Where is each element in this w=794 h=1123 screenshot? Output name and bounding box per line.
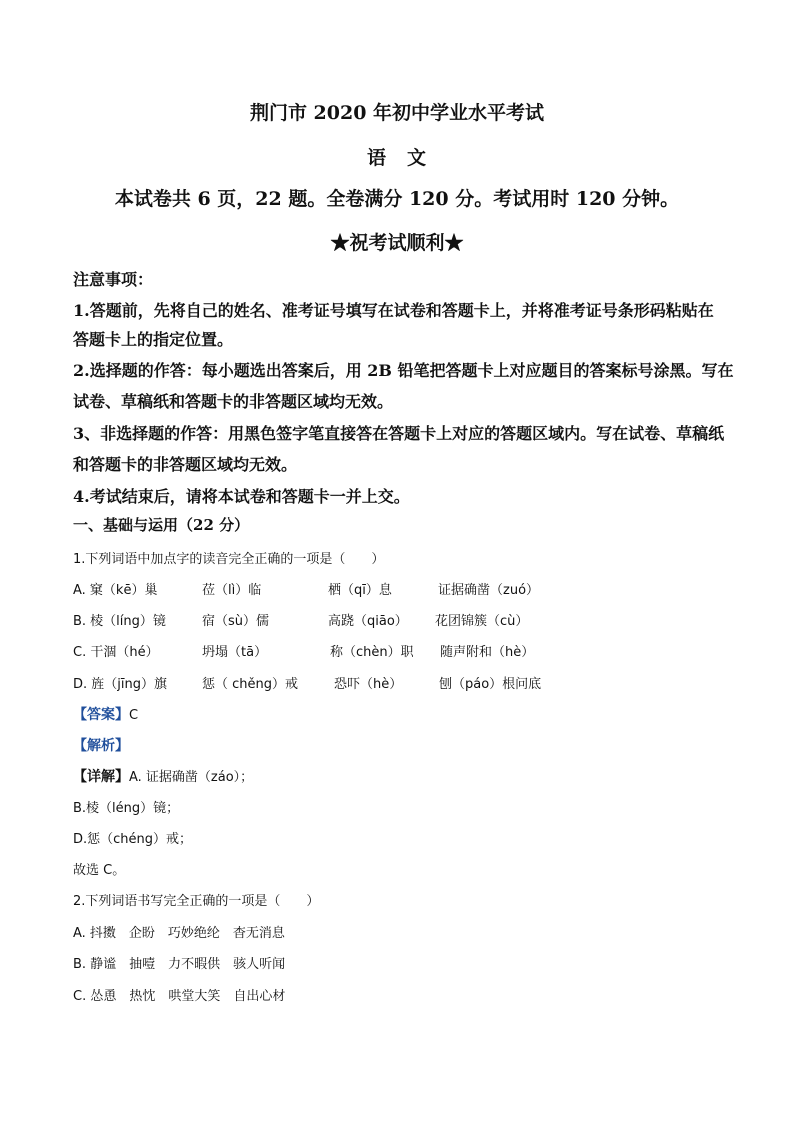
note-line: 4.考试结束后，请将本试卷和答题卡一并上交。 <box>73 487 410 506</box>
note-line: 试卷、草稿纸和答题卡的非答题区域均无效。 <box>73 392 394 411</box>
good-luck-line: ★祝考试顺利★ <box>330 232 464 254</box>
question-1-option-c <box>73 641 773 661</box>
option-word: 称（chèn）职 <box>330 645 414 660</box>
analysis-label: 【解析】 <box>73 738 129 754</box>
question-2-stem: 2.下列词语书写完全正确的一项是（ ） <box>73 894 320 909</box>
option-word: C. 干涸（hé） <box>73 645 159 660</box>
note-line: 2.选择题的作答：每小题选出答案后，用 2B 铅笔把答题卡上对应题目的答案标号涂黑。写在 <box>73 361 734 380</box>
exam-title: 荆门市 2020 年初中学业水平考试 <box>249 102 545 124</box>
option-word: 花团锦簇（cù） <box>435 614 529 629</box>
option-word: 随声附和（hè） <box>440 645 535 660</box>
question-2-option-c: C. 怂恿 热忱 哄堂大笑 自出心材 <box>73 989 286 1004</box>
question-1-stem: 1.下列词语中加点字的读音完全正确的一项是（ ） <box>73 552 385 567</box>
option-word: 栖（qī）息 <box>328 583 392 598</box>
detail-label: 【详解】 <box>73 769 129 785</box>
question-1-option-a <box>73 579 773 599</box>
question-2-option-b: B. 静谧 抽噎 力不暇供 骇人听闻 <box>73 957 286 972</box>
option-word: 惩（ chěng）戒 <box>202 677 299 692</box>
option-word: 宿（sù）儒 <box>202 614 270 629</box>
option-word: 刨（páo）根问底 <box>439 677 542 692</box>
question-1-option-b <box>73 610 773 630</box>
note-line: 3、非选择题的作答：用黑色签字笔直接答在答题卡上对应的答题区域内。写在试卷、草稿纸 <box>73 424 725 443</box>
option-word: B. 棱（líng）镜 <box>73 614 166 629</box>
question-1-option-d <box>73 673 773 693</box>
detail-line: B.棱（léng）镜； <box>73 801 180 816</box>
exam-info: 本试卷共 6 页，22 题。全卷满分 120 分。考试用时 120 分钟。 <box>114 188 680 210</box>
option-word: A. 窠（kē）巢 <box>73 583 158 598</box>
answer-value: C <box>129 708 139 723</box>
option-word: 高跷（qiāo） <box>328 614 408 629</box>
notes-heading: 注意事项： <box>73 270 154 289</box>
subject-title: 语 文 <box>366 147 427 169</box>
note-line: 答题卡上的指定位置。 <box>73 330 234 349</box>
option-word: 莅（lì）临 <box>202 583 262 598</box>
option-word: D. 旌（jīng）旗 <box>73 677 167 692</box>
option-word: 证据确凿（zuó） <box>438 583 540 598</box>
analysis-line <box>73 735 129 755</box>
note-line: 1.答题前，先将自己的姓名、准考证号填写在试卷和答题卡上，并将准考证号条形码粘贴在 <box>73 301 714 320</box>
question-2-option-a: A. 抖擞 企盼 巧妙绝纶 杳无消息 <box>73 926 285 941</box>
detail-line: D.惩（chéng）戒； <box>73 832 193 847</box>
detail-line <box>73 766 253 786</box>
detail-text: A. 证据确凿（záo）； <box>129 770 254 785</box>
detail-line: 故选 C。 <box>73 863 126 878</box>
answer-line <box>73 704 138 724</box>
option-word: 恐吓（hè） <box>334 677 403 692</box>
option-word: 坍塌（tā） <box>202 645 268 660</box>
answer-label: 【答案】 <box>73 707 129 723</box>
section-heading: 一、基础与运用（22 分） <box>73 516 250 534</box>
note-line: 和答题卡的非答题区域均无效。 <box>73 455 298 474</box>
